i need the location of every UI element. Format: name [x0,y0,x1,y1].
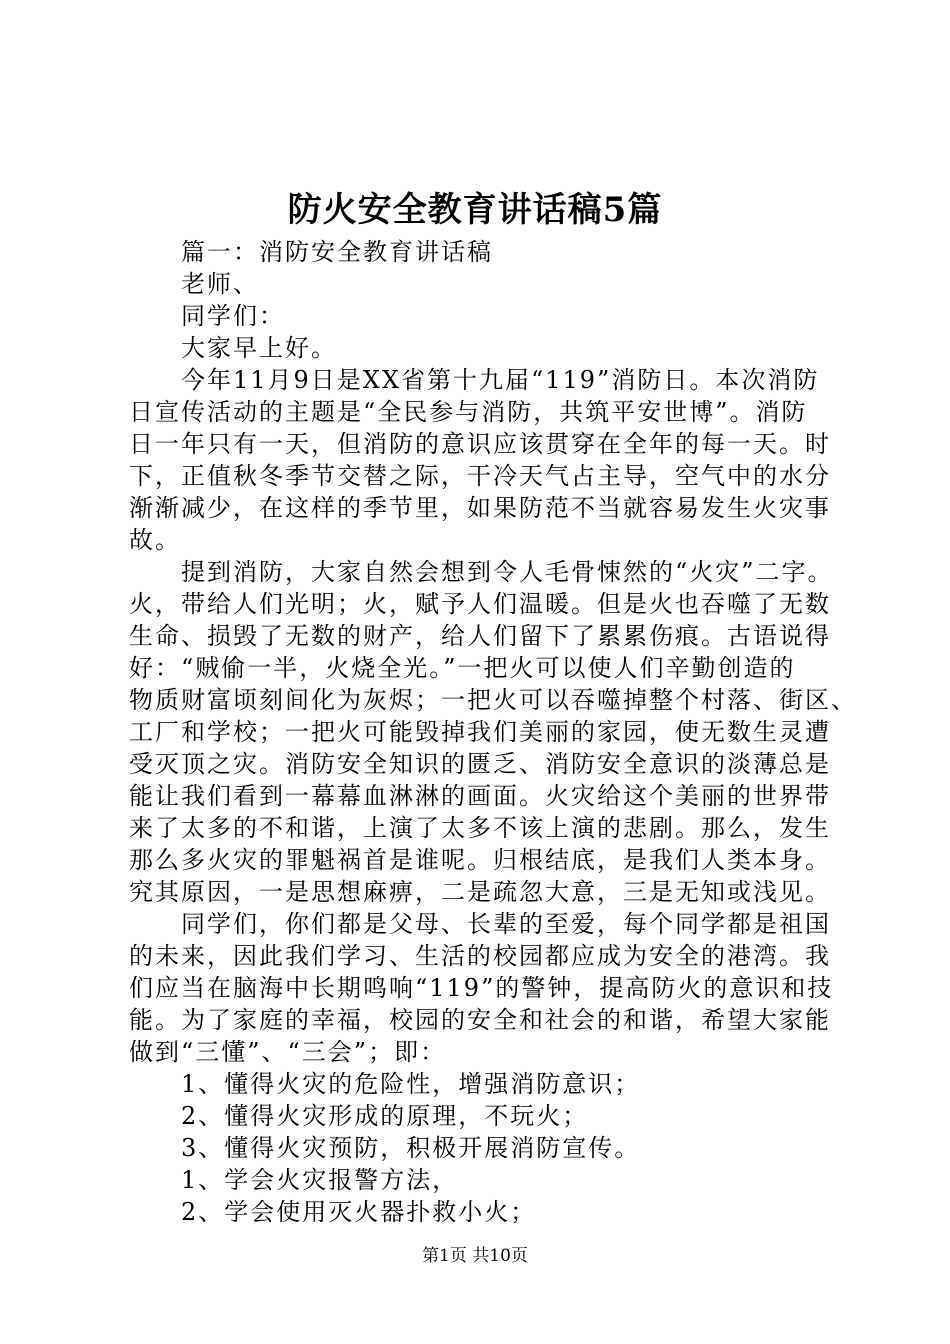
text-line: 日宣传活动的主题是“全民参与消防，共筑平安世博”。消防 [129,398,808,426]
text-line: 工厂和学校；一把火可能毁掉我们美丽的家园，使无数生灵遭 [129,718,831,746]
text-line: 做到“三懂”、“三会”；即： [129,1038,447,1066]
document-body [129,236,857,1228]
list-item: 1、懂得火灾的危险性，增强消防意识； [181,1070,641,1098]
list-item: 1、学会火灾报警方法， [181,1166,459,1194]
text-line: 受灭顶之灾。消防安全知识的匮乏、消防安全意识的淡薄总是 [129,750,831,778]
text-line: 日一年只有一天，但消防的意识应该贯穿在全年的每一天。时 [129,430,831,458]
text-line: 火，带给人们光明；火，赋予人们温暖。但是火也吞噬了无数 [129,590,831,618]
list-item: 2、懂得火灾形成的原理，不玩火； [181,1102,589,1130]
text-line: 的未来，因此我们学习、生活的校园都应成为安全的港湾。我 [129,942,831,970]
text-line: 来了太多的不和谐，上演了太多不该上演的悲剧。那么，发生 [129,814,831,842]
text-line: 那么多火灾的罪魁祸首是谁呢。归根结底，是我们人类本身。 [129,846,831,874]
text-line: 故。 [129,526,181,554]
text-line: 大家早上好。 [181,334,337,362]
text-line: 好：“贼偷一半，火烧全光。”一把火可以使人们辛勤创造的 [129,654,796,682]
list-item: 3、懂得火灾预防，积极开展消防宣传。 [181,1134,641,1162]
text-line: 今年11月9日是XX省第十九届“119”消防日。本次消防 [181,366,820,394]
list-item: 2、学会使用灭火器扑救小火； [181,1198,537,1226]
text-line: 篇一：消防安全教育讲话稿 [181,238,493,266]
text-line: 们应当在脑海中长期鸣响“119”的警钟，提高防火的意识和技 [129,974,834,1002]
text-line: 究其原因，一是思想麻痹，二是疏忽大意，三是无知或浅见。 [129,878,831,906]
text-line: 能让我们看到一幕幕血淋淋的画面。火灾给这个美丽的世界带 [129,782,831,810]
text-line: 老师、 [181,270,259,298]
text-line: 同学们，你们都是父母、长辈的至爱，每个同学都是祖国 [181,910,831,938]
text-line: 物质财富顷刻间化为灰烬；一把火可以吞噬掉整个村落、街区、 [129,686,857,714]
page-footer: 第1页 共10页 [422,1246,528,1266]
text-line: 提到消防，大家自然会想到令人毛骨悚然的“火灾”二字。 [181,558,834,586]
text-line: 生命、损毁了无数的财产，给人们留下了累累伤痕。古语说得 [129,622,831,650]
text-line: 下，正值秋冬季节交替之际，干冷天气占主导，空气中的水分 [129,462,831,490]
text-line: 同学们： [181,302,285,330]
text-line: 渐渐减少，在这样的季节里，如果防范不当就容易发生火灾事 [129,494,831,522]
text-line: 能。为了家庭的幸福，校园的安全和社会的和谐，希望大家能 [129,1006,831,1034]
document-title: 防火安全教育讲话稿5篇 [287,190,663,230]
